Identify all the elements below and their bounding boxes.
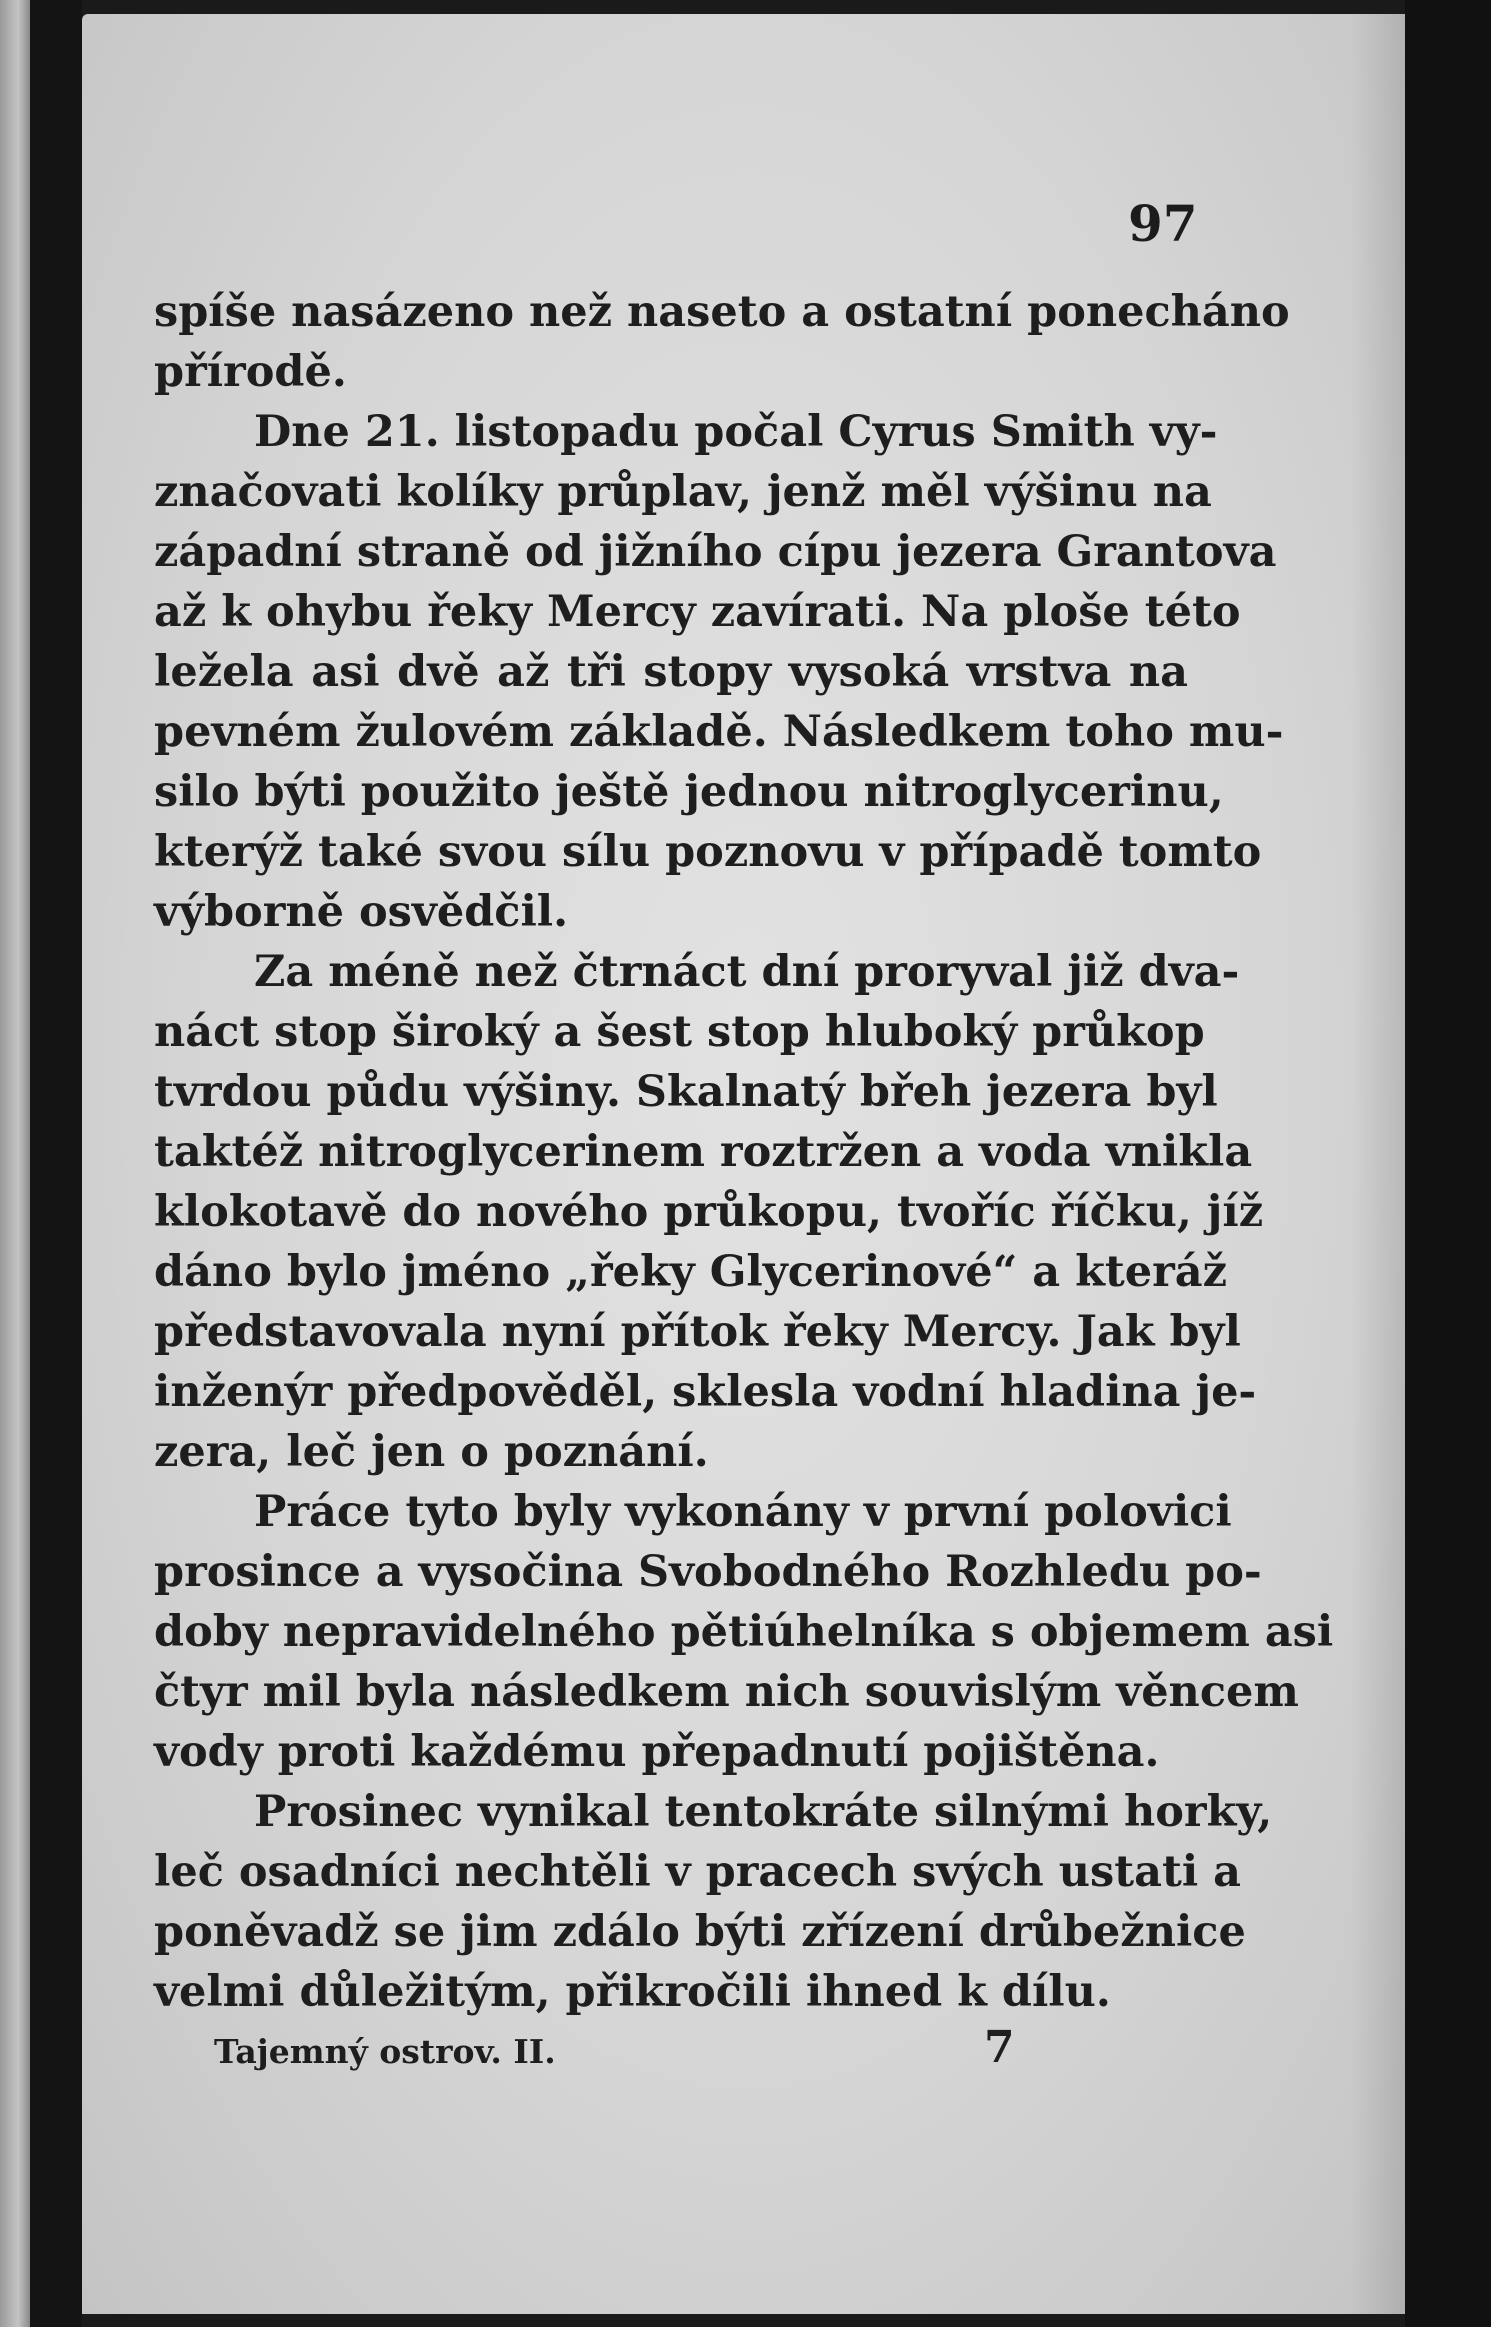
signature-mark: 7 (984, 2022, 1015, 2073)
text-line: výborně osvědčil. (154, 887, 569, 937)
text-line: leč osadníci nechtěli v pracech svých ustati a (154, 1847, 1241, 1897)
text-line: prosince a vysočina Svobodného Rozhledu po- (154, 1547, 1262, 1597)
text-line: přírodě. (154, 347, 347, 397)
text-line: ležela asi dvě až tři stopy vysoká vrstva na (154, 647, 1188, 697)
text-line: spíše nasázeno než naseto a ostatní ponecháno (154, 287, 1290, 337)
text-line: inženýr předpověděl, sklesla vodní hladina je- (154, 1367, 1257, 1417)
text-line: tvrdou půdu výšiny. Skalnatý břeh jezera byl (154, 1067, 1218, 1117)
text-line: čtyr mil byla následkem nich souvislým věncem (154, 1667, 1299, 1717)
text-line: taktéž nitroglycerinem roztržen a voda vnikla (154, 1127, 1253, 1177)
binding-gutter (30, 0, 82, 2327)
footer-book-title: Tajemný ostrov. II. (214, 2032, 556, 2071)
text-line: klokotavě do nového průkopu, tvoříc říčku, jíž (154, 1187, 1264, 1237)
text-line: Za méně než čtrnáct dní proryval již dva- (254, 947, 1240, 997)
text-line: Práce tyto byly vykonány v první polovici (254, 1487, 1232, 1537)
page-number: 97 (1128, 194, 1198, 253)
text-line: západní straně od jižního cípu jezera Grantova (154, 527, 1277, 577)
text-line: představovala nyní přítok řeky Mercy. Jak byl (154, 1307, 1241, 1357)
text-line: Prosinec vynikal tentokráte silnými horky, (254, 1787, 1273, 1837)
text-line: náct stop široký a šest stop hluboký průkop (154, 1007, 1205, 1057)
text-line: pevném žulovém základě. Následkem toho mu- (154, 707, 1284, 757)
text-line: dáno bylo jméno „řeky Glycerinové“ a kteráž (154, 1247, 1228, 1297)
text-line: až k ohybu řeky Mercy zavírati. Na ploše této (154, 587, 1241, 637)
text-line: poněvadž se jim zdálo býti zřízení drůbežnice (154, 1907, 1246, 1957)
text-line: doby nepravidelného pětiúhelníka s objemem asi (154, 1607, 1334, 1657)
text-line: zera, leč jen o poznání. (154, 1427, 709, 1477)
text-line: silo býti použito ještě jednou nitroglycerinu, (154, 767, 1224, 817)
page-edge-shadow (1350, 14, 1412, 2314)
text-line: Dne 21. listopadu počal Cyrus Smith vy- (254, 407, 1218, 457)
text-line: velmi důležitým, přikročili ihned k dílu. (154, 1967, 1111, 2017)
text-line: vody proti každému přepadnutí pojištěna. (154, 1727, 1160, 1777)
text-line: značovati kolíky průplav, jenž měl výšinu na (154, 467, 1212, 517)
text-line: kterýž také svou sílu poznovu v případě tomto (154, 827, 1262, 877)
right-dark-margin (1405, 0, 1491, 2327)
adjacent-page-edge (0, 0, 30, 2327)
